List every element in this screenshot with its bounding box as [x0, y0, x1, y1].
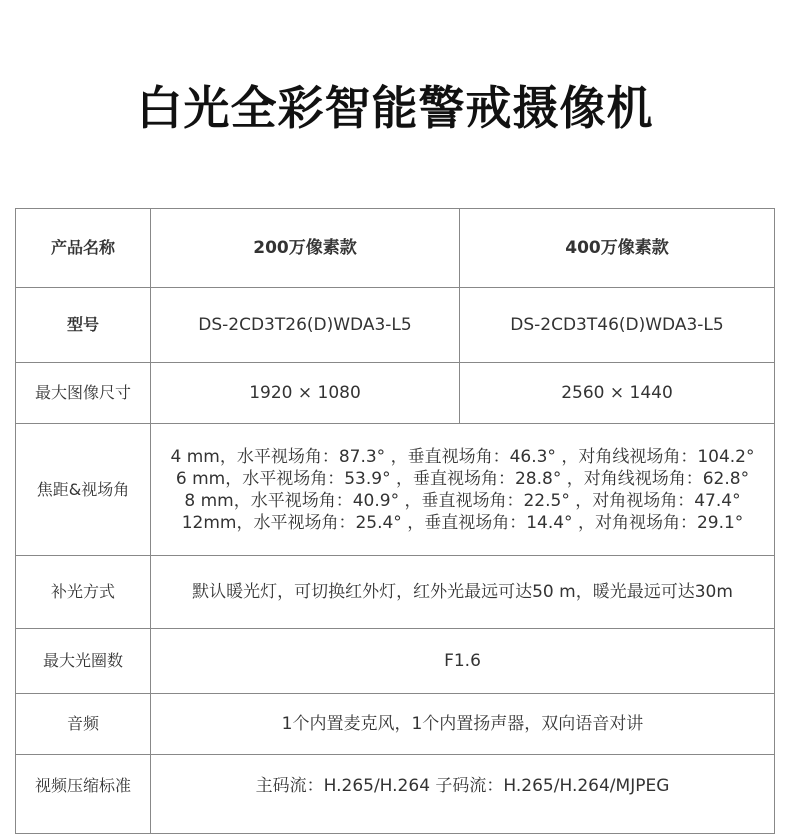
- table-row: [16, 209, 775, 288]
- spec-table: [15, 208, 775, 834]
- resolution-cell-4mp: 2560 × 1440: [460, 363, 775, 424]
- audio-cell: 1个内置麦克风，1个内置扬声器，双向语音对讲: [151, 694, 775, 755]
- focal-line: 4 mm，水平视场角：87.3° ，垂直视场角：46.3° ，对角线视场角：104.2°: [170, 446, 755, 467]
- row-label-focal: 焦距&视场角: [16, 424, 151, 556]
- row-label-codec: 视频压缩标准: [16, 755, 151, 834]
- row-label-model: 型号: [16, 288, 151, 363]
- header-cell-4mp: 400万像素款: [460, 209, 775, 288]
- row-label-audio: 音频: [16, 694, 151, 755]
- page-title: 白光全彩智能警戒摄像机: [136, 81, 654, 135]
- codec-cell: 主码流：H.265/H.264 子码流：H.265/H.264/MJPEG: [151, 755, 775, 834]
- resolution-cell-2mp: 1920 × 1080: [151, 363, 460, 424]
- table-row: [16, 424, 775, 556]
- table-row: [16, 288, 775, 363]
- row-label-resolution: 最大图像尺寸: [16, 363, 151, 424]
- focal-line: 12mm，水平视场角：25.4° ，垂直视场角：14.4° ，对角视场角：29.1°: [181, 512, 744, 533]
- aperture-cell: F1.6: [151, 629, 775, 694]
- row-label-fill-light: 补光方式: [16, 556, 151, 629]
- model-cell-2mp: DS-2CD3T26(D)WDA3-L5: [151, 288, 460, 363]
- fill-light-cell: 默认暖光灯，可切换红外灯，红外光最远可达50 m，暖光最远可达30m: [151, 556, 775, 629]
- table-row: [16, 755, 775, 834]
- table-row: [16, 363, 775, 424]
- header-cell-2mp: 200万像素款: [151, 209, 460, 288]
- table-row: [16, 556, 775, 629]
- focal-cell: [151, 424, 775, 556]
- row-label-aperture: 最大光圈数: [16, 629, 151, 694]
- focal-line: 8 mm，水平视场角：40.9° ，垂直视场角：22.5° ，对角视场角：47.4°: [184, 490, 741, 511]
- focal-line: 6 mm，水平视场角：53.9° ，垂直视场角：28.8° ，对角线视场角：62.8°: [175, 468, 750, 489]
- row-label-product-name: 产品名称: [16, 209, 151, 288]
- model-cell-4mp: DS-2CD3T46(D)WDA3-L5: [460, 288, 775, 363]
- table-row: [16, 694, 775, 755]
- table-row: [16, 629, 775, 694]
